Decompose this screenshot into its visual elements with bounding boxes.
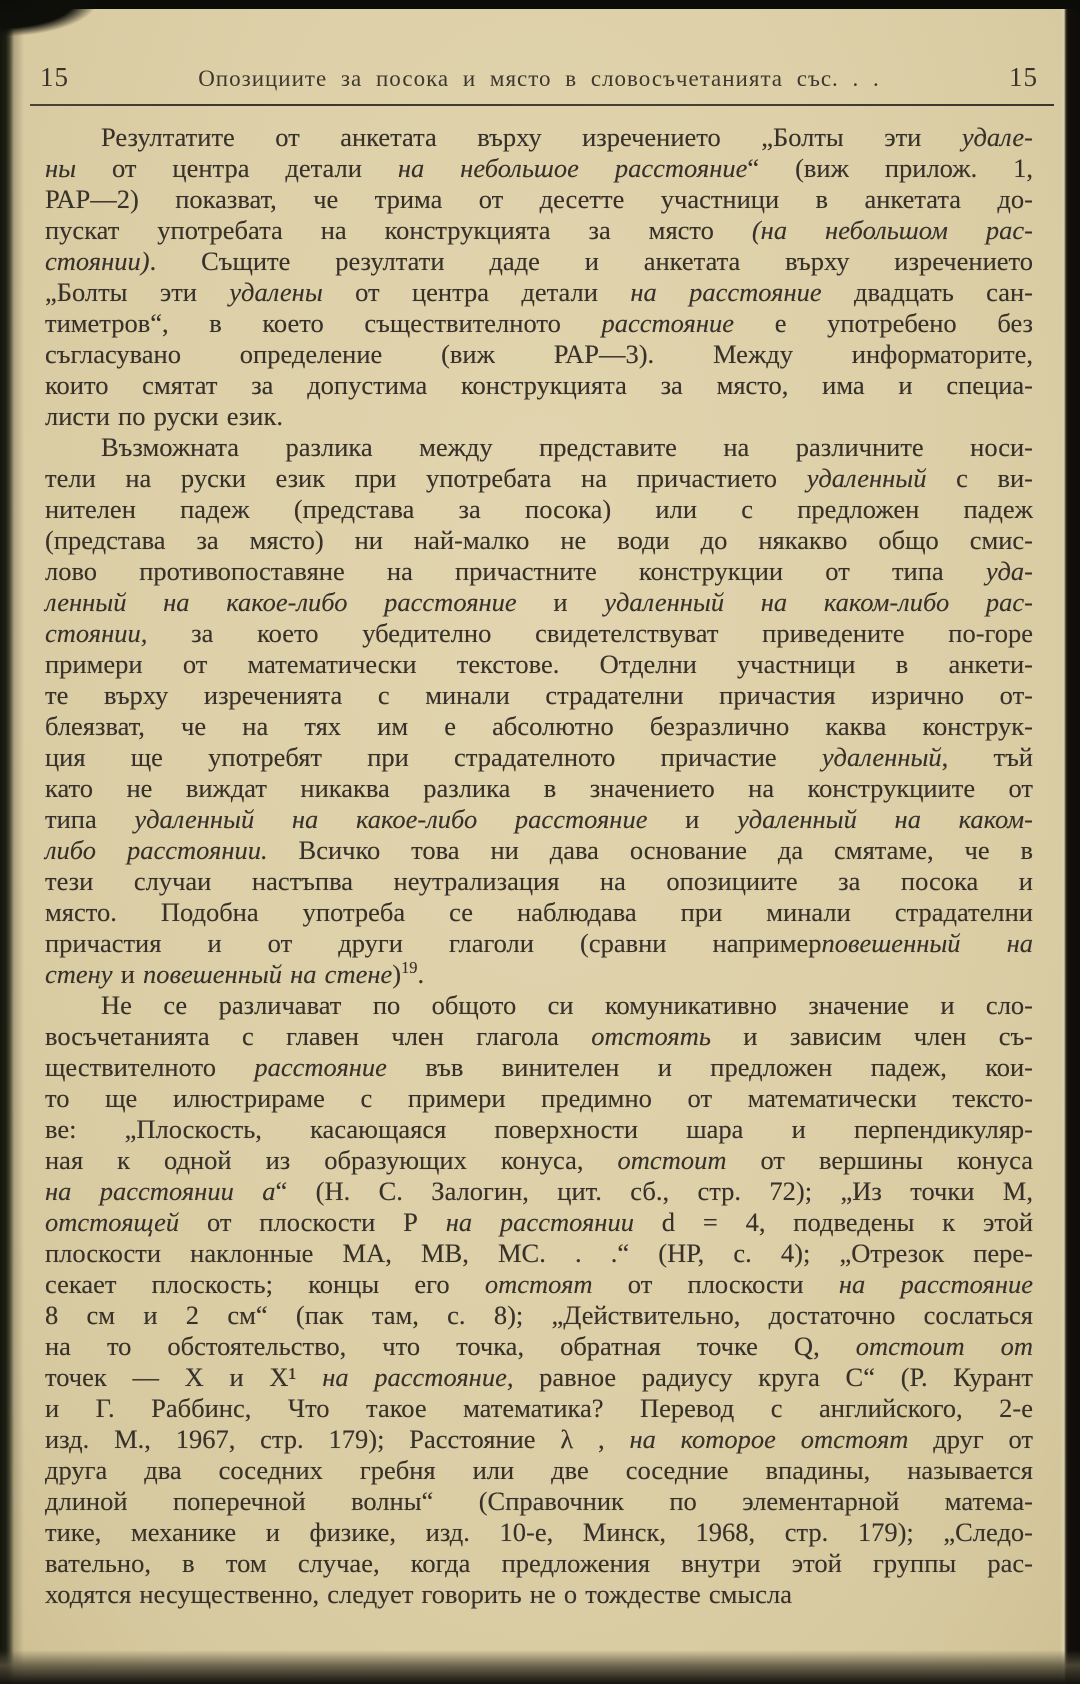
text-line <box>45 680 1033 711</box>
text-line <box>45 277 1033 308</box>
text-line <box>45 308 1033 339</box>
text-segment: двадцать сан- <box>821 277 1034 307</box>
text-segment: „Болты эти <box>45 277 230 307</box>
text-line <box>45 339 1033 370</box>
text-line <box>45 990 1033 1021</box>
text-line <box>45 742 1033 773</box>
text-line <box>45 1238 1033 1269</box>
emphasized-text: расстояние <box>254 1052 387 1082</box>
emphasized-text: на расстоянии <box>445 1207 634 1237</box>
text-segment: на то обстоятельство, что точка, обратная точке Q, <box>45 1331 856 1361</box>
text-line <box>45 649 1033 680</box>
running-title: Опозициите за посока и място в словосъчетанията със. . . <box>198 66 880 91</box>
text-line <box>45 1021 1033 1052</box>
emphasized-text: отстоит <box>617 1145 727 1175</box>
emphasized-text: повешенный на <box>821 928 1033 958</box>
text-line <box>45 1548 1033 1579</box>
scan-edge-left <box>0 0 24 1684</box>
paragraph <box>45 122 1033 432</box>
text-line <box>45 1176 1033 1207</box>
text-segment: d = 4, подведены к этой <box>633 1207 1033 1237</box>
page-body <box>45 122 1033 1610</box>
text-segment: лово противопоставяне на причастните конструкции от типа <box>45 556 986 586</box>
text-segment: и <box>112 959 144 989</box>
text-segment: Всичко това ни дава основание да смятаме, че в <box>267 835 1034 865</box>
text-segment: с ви- <box>926 463 1034 493</box>
emphasized-text: на расстоянии а <box>45 1176 276 1206</box>
text-segment: причастия и от други глаголи (сравни например <box>45 928 822 958</box>
text-line <box>45 556 1033 587</box>
text-line <box>45 432 1033 463</box>
text-line <box>45 1300 1033 1331</box>
text-line <box>45 618 1033 649</box>
text-line <box>45 463 1033 494</box>
text-segment: ция ще употребят при страдателното причастие <box>45 742 822 772</box>
text-segment: листи по руски език. <box>45 401 283 431</box>
text-line <box>45 804 1033 835</box>
emphasized-text: на расстояние, <box>322 1362 514 1392</box>
scan-edge-bottom <box>0 1650 1080 1684</box>
text-segment: от центра детали <box>322 277 631 307</box>
text-line <box>45 1114 1033 1145</box>
text-segment: тели на руски език при употребата на причастието <box>45 463 807 493</box>
emphasized-text: удаленный <box>806 463 927 493</box>
text-line <box>45 1517 1033 1548</box>
text-segment: Възможната разлика между представите на различните носи- <box>101 432 1033 462</box>
emphasized-text: удаленный на какое-либо расстояние <box>134 804 648 834</box>
emphasized-text: отстоящей <box>45 1207 180 1237</box>
text-segment: тиметров“, в което съществителното <box>45 308 602 338</box>
text-line <box>45 1331 1033 1362</box>
text-line <box>45 215 1033 246</box>
text-segment: и <box>647 804 738 834</box>
text-segment: плоскости наклонные МА, МВ, МС. . .“ (НР, с. 4); „Отрезок пере- <box>45 1238 1033 1268</box>
text-segment: восъчетанията с главен член глагола <box>45 1021 592 1051</box>
emphasized-text: на расстояние <box>838 1269 1033 1299</box>
emphasized-text: (на небольшом рас- <box>751 215 1033 245</box>
emphasized-text: удалены <box>229 277 323 307</box>
text-line <box>45 587 1033 618</box>
paragraph <box>45 432 1033 990</box>
emphasized-text: стоянии, <box>45 618 148 648</box>
text-line <box>45 370 1033 401</box>
text-segment: длиной поперечной волны“ (Справочник по элементарной матема- <box>45 1486 1033 1516</box>
text-line <box>45 835 1033 866</box>
emphasized-text: удаленный на каком-либо рас- <box>604 587 1033 617</box>
text-segment: тези случаи настъпва неутрализация на опозициите за посока и <box>45 866 1033 896</box>
text-segment: Резултатите от анкетата върху изречението „Болты эти <box>101 122 962 152</box>
text-line <box>45 928 1033 959</box>
text-line <box>45 1486 1033 1517</box>
text-line <box>45 246 1033 277</box>
text-line <box>45 1207 1033 1238</box>
text-segment: ходятся несущественно, следует говорить не о тождестве смысла <box>45 1579 792 1609</box>
text-segment: примери от математически текстове. Отделни участници в анкети- <box>45 649 1033 679</box>
text-segment: ) <box>392 959 402 989</box>
emphasized-text: либо расстоянии. <box>45 835 268 865</box>
text-line <box>45 122 1033 153</box>
text-line <box>45 711 1033 742</box>
text-segment: . Същите резултати даде и анкетата върху изречението <box>149 246 1033 276</box>
scan-edge-top <box>0 0 1080 9</box>
emphasized-text: ленный на какое-либо расстояние <box>45 587 517 617</box>
text-segment: нителен падеж (представа за посока) или с предложен падеж <box>45 494 1033 524</box>
text-segment: и зависим член съ- <box>710 1021 1033 1051</box>
emphasized-text: на небольшое расстояние <box>397 153 748 183</box>
text-segment: (представа за място) ни най-малко не води до някакво общо смис- <box>45 525 1033 555</box>
text-line <box>45 1269 1033 1300</box>
text-segment: от плоскости Р <box>179 1207 446 1237</box>
text-line <box>45 1052 1033 1083</box>
emphasized-text: удаленный <box>821 742 942 772</box>
text-segment: друг от <box>908 1424 1034 1454</box>
footnote-ref: 19 <box>401 958 418 978</box>
text-line <box>45 1362 1033 1393</box>
text-segment: от плоскости <box>592 1269 839 1299</box>
text-line <box>45 494 1033 525</box>
text-segment: типа <box>45 804 135 834</box>
text-segment: блеязват, че на тях им е абсолютно безразлично каква конструк- <box>45 711 1033 741</box>
scan-edge-right <box>1060 0 1080 1684</box>
text-line <box>45 153 1033 184</box>
emphasized-text: на которое отстоят <box>629 1424 909 1454</box>
text-segment: място. Подобна употреба се наблюдава при минали страдателни <box>45 897 1033 927</box>
emphasized-text: стену <box>45 959 113 989</box>
emphasized-text: на расстояние <box>630 277 822 307</box>
emphasized-text: расстояние <box>601 308 735 338</box>
emphasized-text: удаленный на каком- <box>737 804 1034 834</box>
text-segment: е употребено без <box>734 308 1034 338</box>
text-line <box>45 1393 1033 1424</box>
emphasized-text: отстоят <box>484 1269 593 1299</box>
text-segment: точек — X и X¹ <box>45 1362 323 1392</box>
text-segment: равное радиусу круга С“ (Р. Курант <box>513 1362 1033 1392</box>
emphasized-text: повешенный на стене <box>143 959 393 989</box>
text-segment: 8 см и 2 см“ (пак там, с. 8); „Действительно, достаточно сослаться <box>45 1300 1033 1330</box>
text-segment: които смятат за допустима конструкцията за място, има и специа- <box>45 370 1033 400</box>
text-segment: те върху изреченията с минали страдателни причастия изрично от- <box>45 680 1033 710</box>
text-line <box>45 897 1033 928</box>
text-segment: и <box>516 587 605 617</box>
text-line <box>45 959 1033 990</box>
emphasized-text: уда- <box>985 556 1033 586</box>
text-segment: ществителното <box>45 1052 255 1082</box>
text-line <box>45 1083 1033 1114</box>
scan-edge-top-left <box>0 0 96 36</box>
text-segment: пускат употребата на конструкцията за място <box>45 215 752 245</box>
text-segment: тике, механике и физике, изд. 10-е, Минск, 1968, стр. 179); „Следо- <box>45 1517 1033 1547</box>
emphasized-text: отстоит от <box>855 1331 1033 1361</box>
text-segment: , тъй <box>941 742 1033 772</box>
text-segment: друга два соседних гребня или две соседние впадины, называется <box>45 1455 1033 1485</box>
text-segment: изд. М., 1967, стр. 179); Расстояние λ , <box>45 1424 630 1454</box>
text-segment: като не виждат никаква разлика в значението на конструкциите от <box>45 773 1033 803</box>
text-line <box>45 1145 1033 1176</box>
emphasized-text: ны <box>45 153 77 183</box>
page-number-right: 15 <box>1009 62 1038 92</box>
text-segment: то ще илюстрираме с примери предимно от математически тексто- <box>45 1083 1033 1113</box>
text-segment: вательно, в том случае, когда предложения внутри этой группы рас- <box>45 1548 1033 1578</box>
paragraph <box>45 990 1033 1610</box>
text-line <box>45 773 1033 804</box>
page-header <box>40 62 1038 93</box>
text-segment: РАР—2) показват, че трима от десетте участници в анкетата до- <box>45 184 1033 214</box>
text-segment: “ (виж прилож. 1, <box>747 153 1033 183</box>
emphasized-text: стоянии) <box>45 246 150 276</box>
text-segment: и Г. Раббинс, Что такое математика? Перевод с английского, 2-е <box>45 1393 1033 1423</box>
text-line <box>45 1424 1033 1455</box>
emphasized-text: отстоять <box>591 1021 711 1051</box>
text-segment: Не се различават по общото си комуникативно значение и сло- <box>101 990 1033 1020</box>
text-segment: секает плоскость; концы его <box>45 1269 485 1299</box>
text-line <box>45 401 1033 432</box>
text-segment: ная к одной из образующих конуса, <box>45 1145 618 1175</box>
page-number-left: 15 <box>40 62 69 92</box>
text-segment: ве: „Плоскость, касающаяся поверхности шара и перпендикуляр- <box>45 1114 1033 1144</box>
text-line <box>45 1455 1033 1486</box>
text-segment: за което убедително свидетелствуват приведените по-горе <box>147 618 1033 648</box>
text-segment: “ (Н. С. Залогин, цит. сб., стр. 72); „Из точки М, <box>275 1176 1033 1206</box>
text-segment: от вершины конуса <box>726 1145 1034 1175</box>
emphasized-text: удале- <box>961 122 1033 152</box>
text-line <box>45 184 1033 215</box>
text-segment: съгласувано определение (виж РАР—3). Между информаторите, <box>45 339 1033 369</box>
header-rule <box>30 104 1054 106</box>
text-segment: във винителен и предложен падеж, кои- <box>386 1052 1033 1082</box>
text-line <box>45 525 1033 556</box>
text-segment: . <box>417 959 425 989</box>
text-line <box>45 866 1033 897</box>
text-line <box>45 1579 1033 1610</box>
text-segment: от центра детали <box>76 153 398 183</box>
